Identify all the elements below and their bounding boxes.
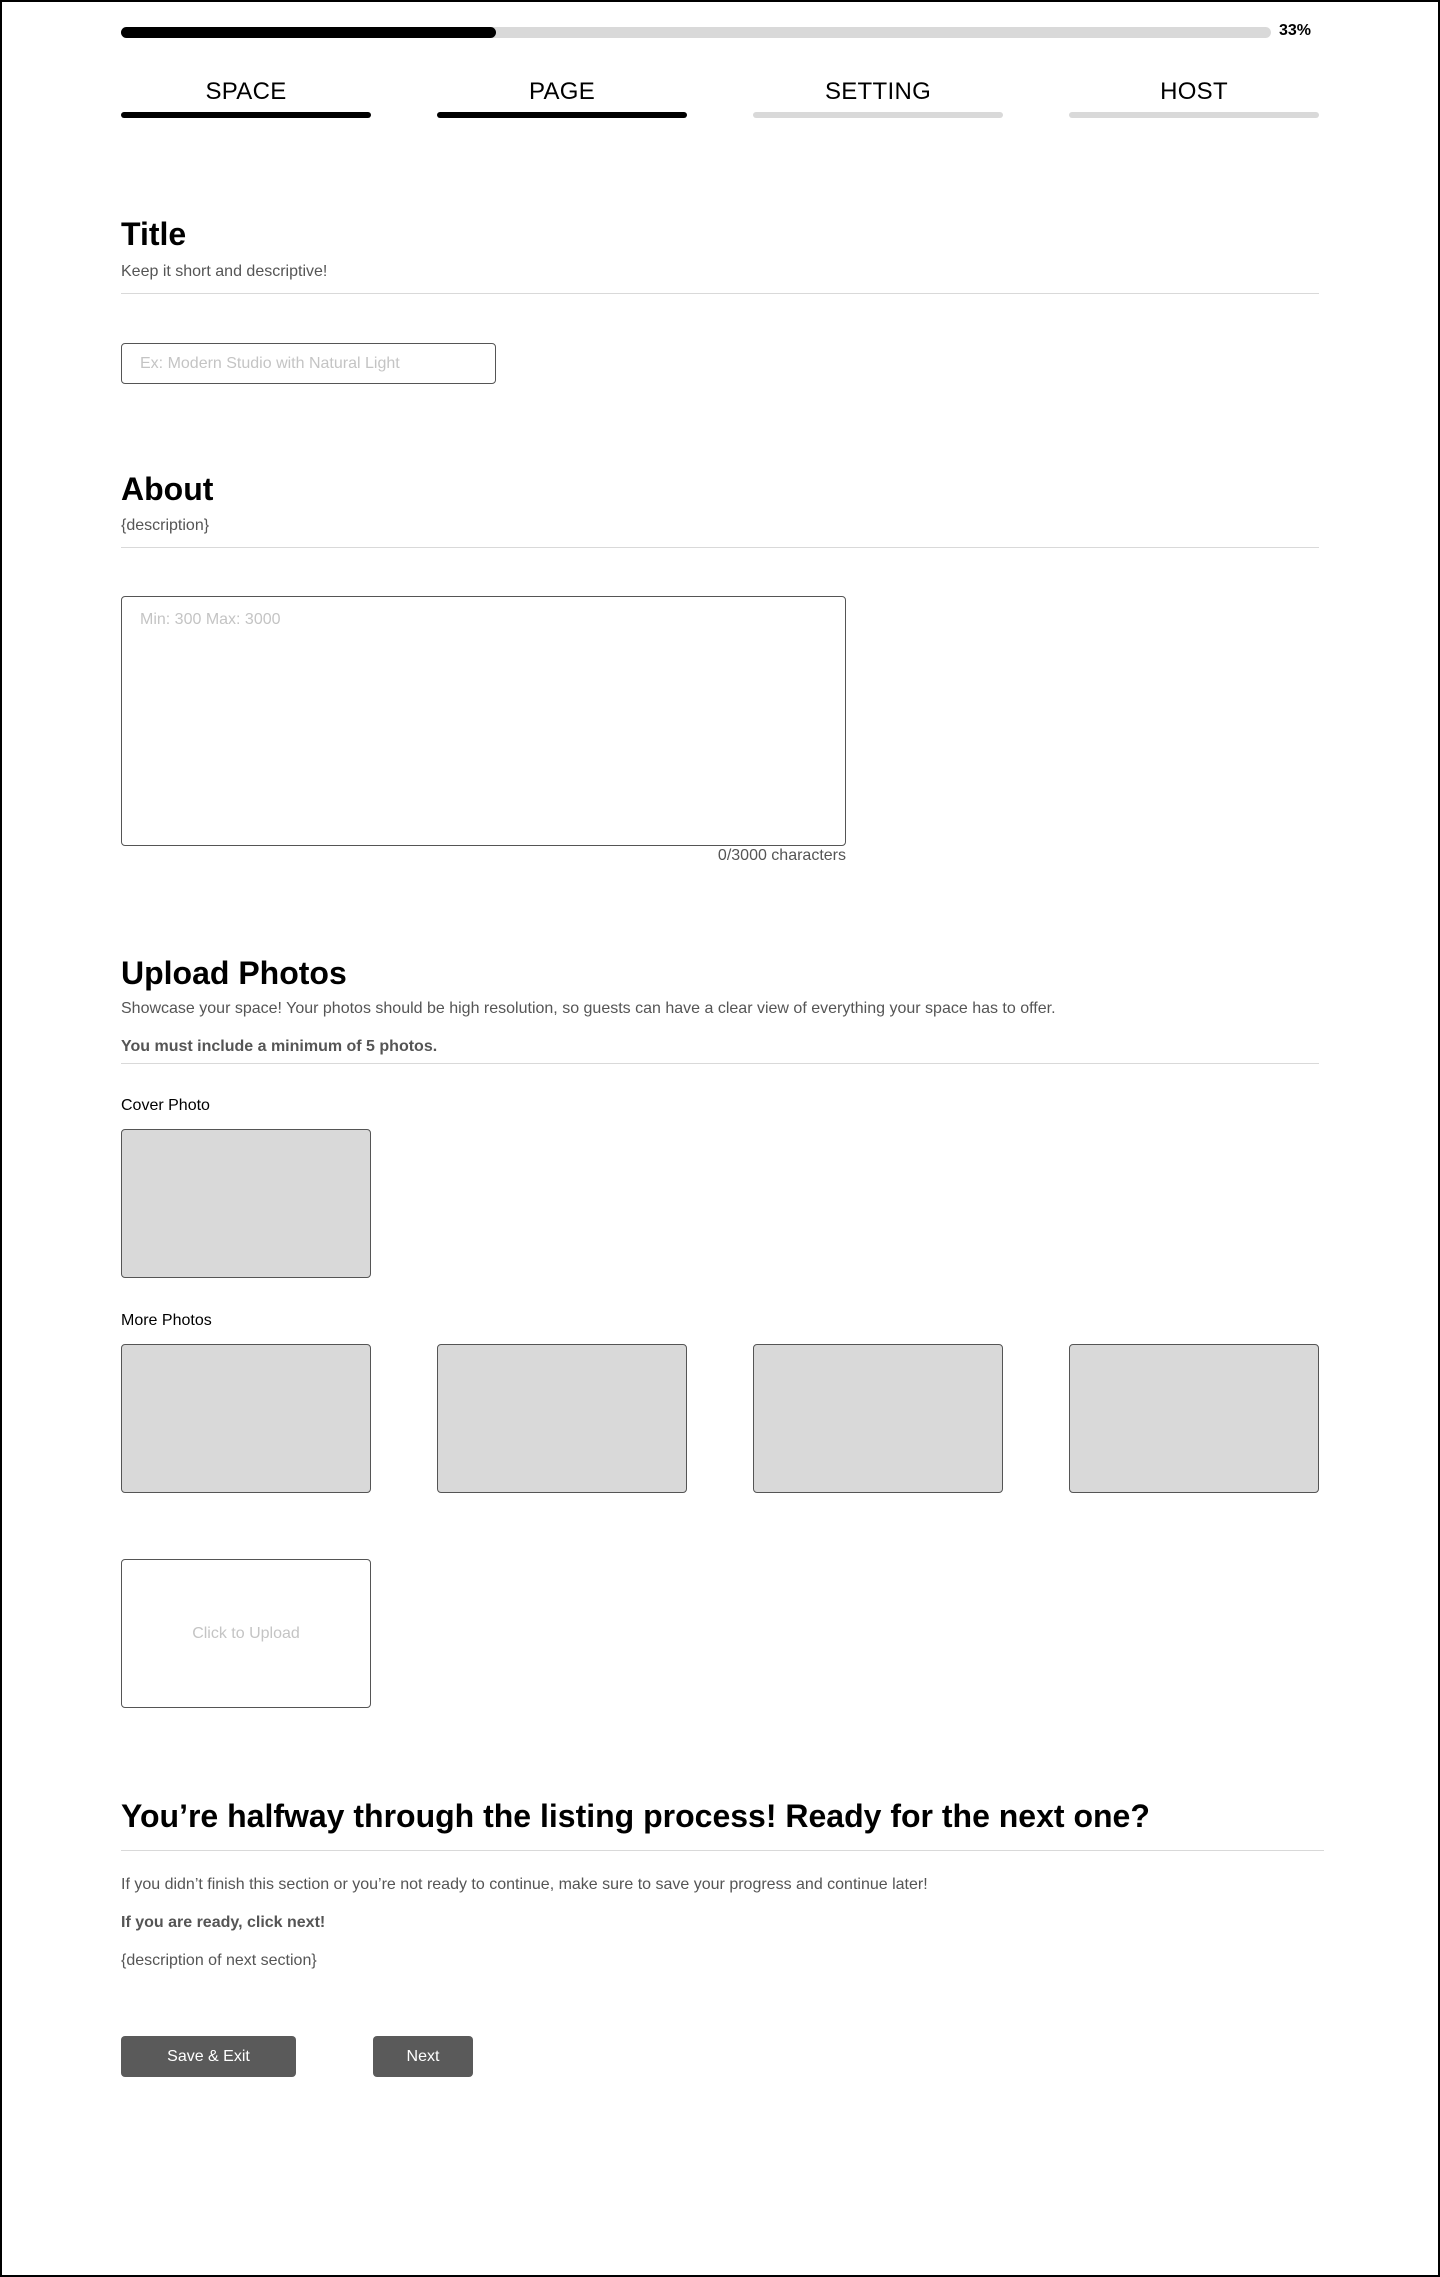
progress-bar-fill	[121, 27, 496, 38]
character-count: 0/3000 characters	[717, 847, 846, 864]
upload-label: Click to Upload	[192, 1624, 300, 1642]
step-tab-space[interactable]	[121, 76, 371, 118]
divider	[121, 1850, 1324, 1851]
cover-photo-label: Cover Photo	[121, 1097, 210, 1114]
photo-slot[interactable]	[121, 1344, 371, 1493]
step-tab-page[interactable]	[437, 76, 687, 118]
title-section-subtitle: Keep it short and descriptive!	[121, 263, 328, 280]
step-indicator	[1069, 112, 1319, 118]
title-section-heading: Title	[121, 216, 187, 252]
more-photos-label: More Photos	[121, 1312, 212, 1329]
halfway-heading: You’re halfway through the listing process! Ready for the next one?	[121, 1798, 1150, 1834]
step-label: SETTING	[824, 78, 932, 105]
step-indicator	[121, 112, 371, 118]
step-tab-setting[interactable]	[753, 76, 1003, 118]
upload-photo-button[interactable]	[121, 1559, 371, 1708]
divider	[121, 293, 1319, 294]
ready-note: If you are ready, click next!	[121, 1914, 326, 1931]
save-exit-button[interactable]: Save & Exit	[121, 2036, 296, 2077]
step-indicator	[437, 112, 687, 118]
photos-requirement: You must include a minimum of 5 photos.	[121, 1038, 438, 1055]
progress-percent: 33%	[1279, 22, 1312, 39]
divider	[121, 1063, 1319, 1064]
step-label: SPACE	[205, 78, 287, 105]
cover-photo-slot[interactable]	[121, 1129, 371, 1278]
progress-bar	[121, 27, 1271, 38]
photo-slot[interactable]	[437, 1344, 687, 1493]
save-progress-note: If you didn’t finish this section or you’re not ready to continue, make sure to save your progress and continue later!	[121, 1876, 928, 1893]
step-label: PAGE	[528, 78, 596, 105]
photos-section-subtitle: Showcase your space! Your photos should be high resolution, so guests can have a clear view of everything your space has to offer.	[121, 1000, 1056, 1017]
next-button[interactable]: Next	[373, 2036, 473, 2077]
photos-section-heading: Upload Photos	[121, 955, 347, 991]
about-section-heading: About	[121, 471, 214, 507]
step-indicator	[753, 112, 1003, 118]
photo-slot[interactable]	[753, 1344, 1003, 1493]
divider	[121, 547, 1319, 548]
title-input[interactable]	[121, 343, 496, 384]
next-section-description: {description of next section}	[121, 1952, 317, 1969]
about-section-subtitle: {description}	[121, 517, 210, 534]
step-tab-host[interactable]	[1069, 76, 1319, 118]
about-textarea[interactable]	[121, 596, 846, 846]
step-label: HOST	[1160, 78, 1228, 105]
photo-slot[interactable]	[1069, 1344, 1319, 1493]
